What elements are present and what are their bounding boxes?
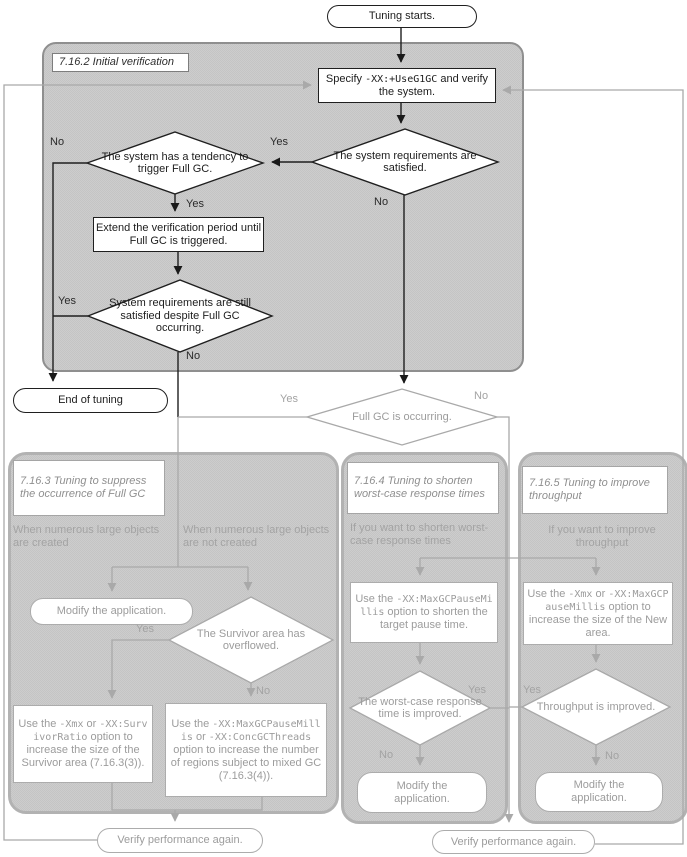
note-large-objects-created: When numerous large objects are created: [13, 524, 160, 549]
modify-application-suppress-terminal: Modify the application.: [30, 598, 193, 625]
start-terminal: [327, 5, 477, 28]
label-tendency-no: No: [50, 136, 65, 148]
label-survivor-yes: Yes: [136, 623, 154, 635]
label-requirements-no: No: [374, 196, 389, 208]
note-shorten-response: If you want to shorten worst-case response times: [350, 522, 489, 547]
decision-tendency-text: The system has a tendency to trigger Full GC.: [101, 150, 249, 175]
section-suppress-label: 7.16.3 Tuning to suppress the occurrence of Full GC: [13, 460, 165, 516]
specify-useg1gc-process: [318, 68, 496, 103]
section-throughput-label: 7.16.5 Tuning to improve throughput: [522, 466, 668, 514]
verify-performance-right-terminal: Verify performance again.: [432, 830, 595, 854]
label-response-no: No: [379, 749, 394, 761]
decision-throughput-text: Throughput is improved.: [536, 700, 656, 713]
modify-application-throughput-terminal: Modify the application.: [535, 772, 663, 812]
end-of-tuning-terminal: End of tuning: [13, 388, 168, 413]
section-response-label: 7.16.4 Tuning to shorten worst-case response times: [347, 462, 499, 514]
decision-response-text: The worst-case response time is improved.: [358, 695, 482, 720]
use-max-gc-pause-process: Use the -XX:MaxGCPauseMillis option to shorten the target pause time.: [350, 582, 498, 643]
label-fullgc-no: No: [474, 390, 489, 402]
extend-verification-process: Extend the verification period until Full GC is triggered.: [93, 217, 264, 252]
edge-tendency-no-to-end: [53, 163, 87, 381]
label-stillsatisfied-no: No: [186, 350, 201, 362]
label-throughput-yes: Yes: [523, 684, 541, 696]
section-initial-label: 7.16.2 Initial verification: [52, 53, 189, 72]
label-response-yes: Yes: [468, 684, 486, 696]
label-tendency-yes: Yes: [186, 198, 204, 210]
use-new-area-process: Use the -Xmx or -XX:MaxGCPauseMillis option to increase the size of the New area.: [523, 582, 673, 645]
decision-requirements-text: The system requirements are satisfied.: [333, 149, 477, 174]
note-large-objects-not-created: When numerous large objects are not created: [183, 524, 330, 549]
note-improve-throughput: If you want to improve throughput: [548, 524, 656, 549]
use-mixed-gc-process: Use the -XX:MaxGCPauseMillis or -XX:ConcGCThreads option to increase the number of regions subject to mixed GC (7.16.3(4)).: [165, 703, 327, 797]
modify-application-response-terminal: Modify the application.: [357, 772, 487, 813]
decision-stillsatisfied-text: System requirements are still satisfied despite Full GC occurring.: [109, 297, 251, 335]
label-requirements-yes: Yes: [270, 136, 288, 148]
start-label: Tuning starts.: [368, 10, 436, 22]
label-stillsatisfied-yes: Yes: [58, 295, 76, 307]
label-survivor-no: No: [256, 685, 271, 697]
label-fullgc-yes: Yes: [280, 393, 298, 405]
specify-text: Specify -XX:+UseG1GC and verify the system.: [325, 72, 489, 98]
label-throughput-no: No: [605, 750, 620, 762]
edge-survivor-yes: [112, 640, 169, 698]
use-survivor-ratio-process: Use the -Xmx or -XX:SurvivorRatio option to increase the size of the Survivor area (7.16.3(3)).: [13, 705, 153, 783]
decision-fullgc-text: Full GC is occurring.: [352, 410, 452, 423]
verify-performance-left-terminal: Verify performance again.: [97, 828, 263, 853]
decision-survivor-text: The Survivor area has overflowed.: [196, 627, 306, 652]
